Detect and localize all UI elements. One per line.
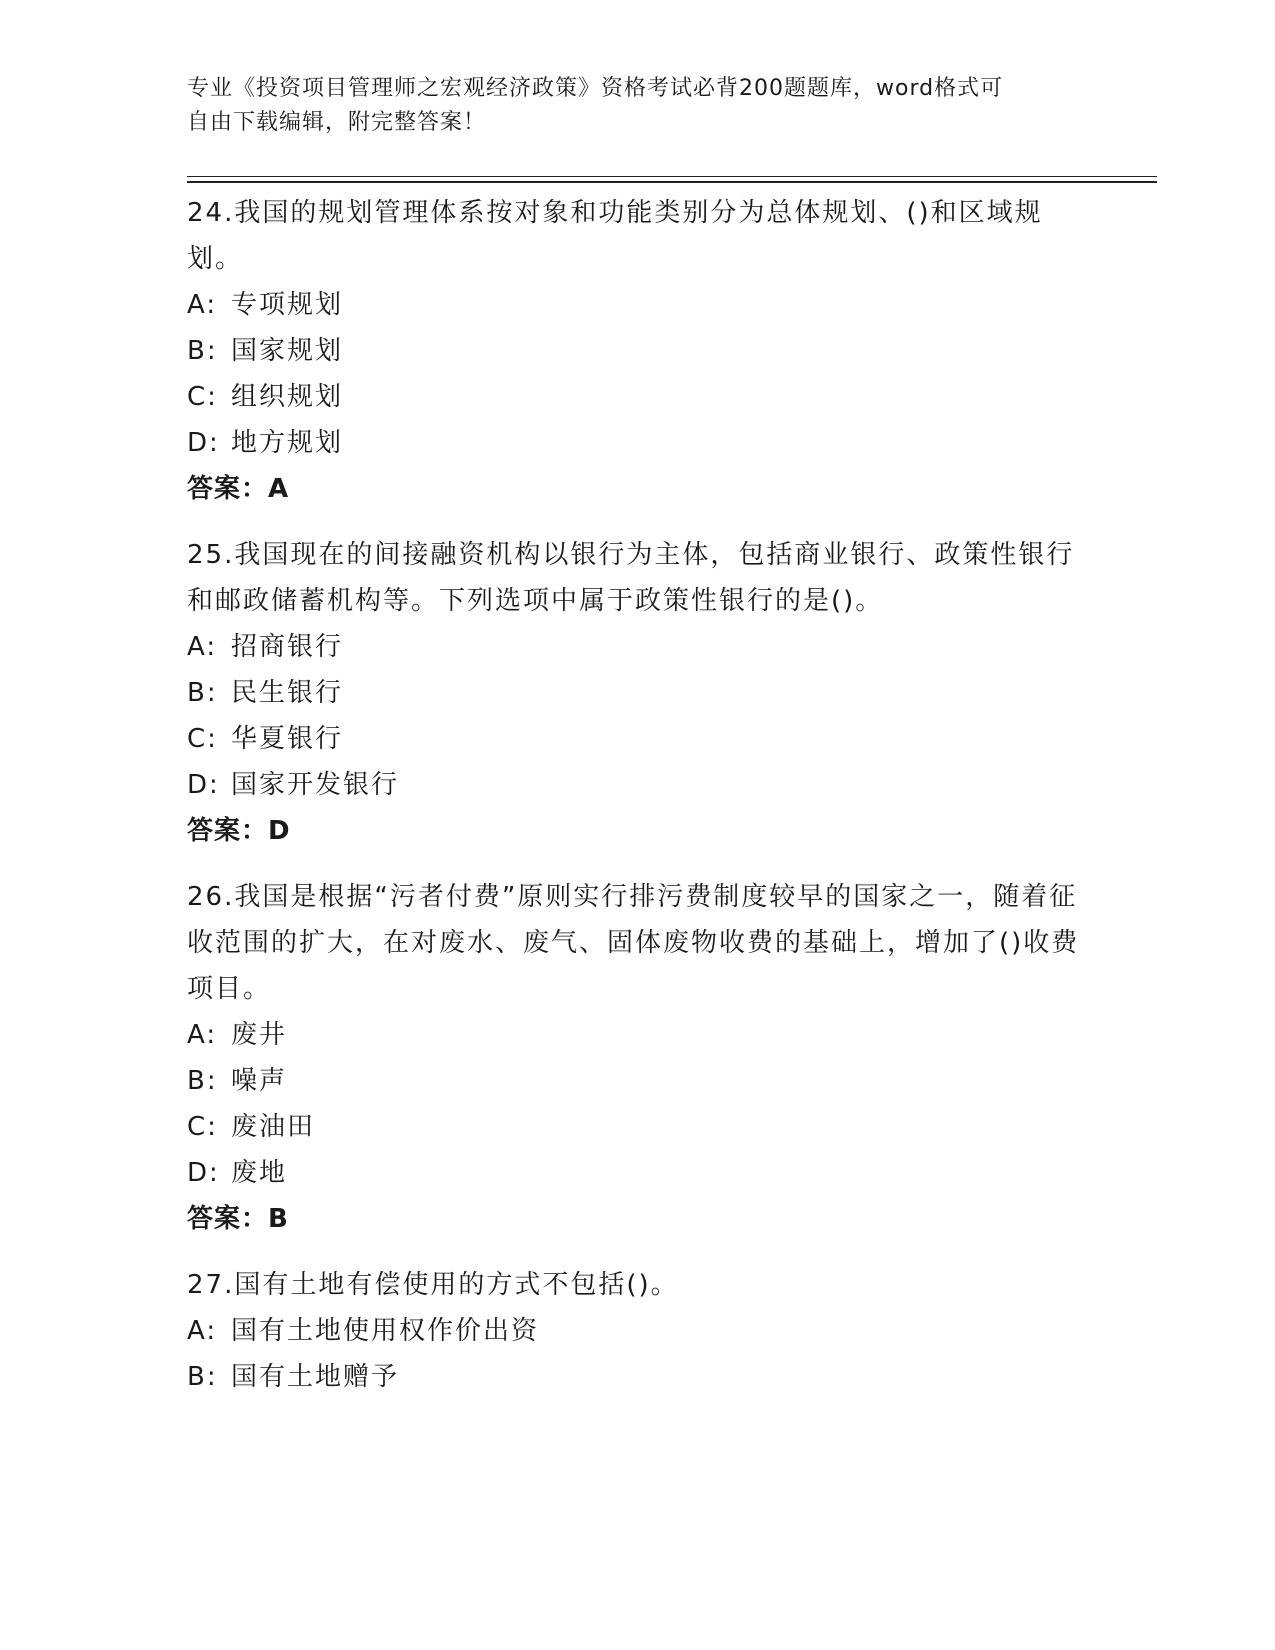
question-text: 我国是根据“污者付费”原则实行排污费制度较早的国家之一，随着征收范围的扩大，在对废水、废气、固体废物收费的基础上，增加了()收费项目。 bbox=[187, 882, 1080, 1004]
option-d bbox=[187, 420, 1087, 466]
option-letter: A: bbox=[187, 632, 218, 662]
option-letter: A: bbox=[187, 1020, 218, 1050]
option-d bbox=[187, 762, 1087, 808]
option-text: 噪声 bbox=[231, 1066, 288, 1096]
option-text: 废井 bbox=[231, 1020, 288, 1050]
option-letter: C: bbox=[187, 382, 218, 412]
question-stem bbox=[187, 1262, 1087, 1308]
answer-line: 答案：B bbox=[187, 1204, 289, 1234]
option-text: 国有土地使用权作价出资 bbox=[231, 1316, 540, 1346]
header-line-2: 自由下载编辑，附完整答案！ bbox=[187, 110, 487, 135]
option-text: 专项规划 bbox=[231, 290, 344, 320]
option-b bbox=[187, 670, 1087, 716]
header-rule-thin bbox=[187, 176, 1157, 177]
option-c bbox=[187, 1104, 1087, 1150]
option-a bbox=[187, 1308, 1087, 1354]
question-number: 27. bbox=[187, 1270, 235, 1300]
option-text: 国家开发银行 bbox=[231, 770, 400, 800]
header-line-1: 专业《投资项目管理师之宏观经济政策》资格考试必背200题题库，word格式可 bbox=[187, 76, 1004, 101]
question-number: 26. bbox=[187, 882, 235, 912]
option-letter: B: bbox=[187, 1066, 218, 1096]
option-text: 废地 bbox=[231, 1158, 288, 1188]
question-24 bbox=[187, 190, 1087, 512]
option-a bbox=[187, 624, 1087, 670]
option-letter: D: bbox=[187, 1158, 220, 1188]
document-header bbox=[187, 72, 1077, 140]
question-number: 24. bbox=[187, 198, 235, 228]
option-b bbox=[187, 1058, 1087, 1104]
option-b bbox=[187, 1354, 1087, 1400]
question-stem bbox=[187, 874, 1087, 1012]
option-d bbox=[187, 1150, 1087, 1196]
option-b bbox=[187, 328, 1087, 374]
option-letter: B: bbox=[187, 336, 218, 366]
option-letter: C: bbox=[187, 724, 218, 754]
question-27 bbox=[187, 1262, 1087, 1400]
option-letter: B: bbox=[187, 1362, 218, 1392]
option-text: 民生银行 bbox=[231, 678, 344, 708]
option-text: 国有土地赠予 bbox=[231, 1362, 400, 1392]
question-text: 我国现在的间接融资机构以银行为主体，包括商业银行、政策性银行和邮政储蓄机构等。下列选项中属于政策性银行的是()。 bbox=[187, 540, 1075, 616]
option-text: 地方规划 bbox=[231, 428, 344, 458]
answer-line: 答案：D bbox=[187, 816, 291, 846]
question-25 bbox=[187, 532, 1087, 854]
question-stem bbox=[187, 190, 1087, 282]
option-a bbox=[187, 1012, 1087, 1058]
option-text: 废油田 bbox=[231, 1112, 316, 1142]
option-text: 华夏银行 bbox=[231, 724, 344, 754]
option-text: 组织规划 bbox=[231, 382, 344, 412]
option-letter: B: bbox=[187, 678, 218, 708]
option-text: 招商银行 bbox=[231, 632, 344, 662]
question-text: 我国的规划管理体系按对象和功能类别分为总体规划、()和区域规划。 bbox=[187, 198, 1043, 274]
question-number: 25. bbox=[187, 540, 235, 570]
question-stem bbox=[187, 532, 1087, 624]
option-letter: D: bbox=[187, 770, 220, 800]
header-rule-thick bbox=[187, 181, 1157, 183]
question-text: 国有土地有偿使用的方式不包括()。 bbox=[234, 1270, 679, 1300]
option-c bbox=[187, 716, 1087, 762]
question-list bbox=[187, 190, 1087, 1420]
option-letter: A: bbox=[187, 290, 218, 320]
option-letter: A: bbox=[187, 1316, 218, 1346]
question-26 bbox=[187, 874, 1087, 1242]
option-c bbox=[187, 374, 1087, 420]
option-letter: D: bbox=[187, 428, 220, 458]
answer-line: 答案：A bbox=[187, 474, 290, 504]
option-text: 国家规划 bbox=[231, 336, 344, 366]
option-a bbox=[187, 282, 1087, 328]
option-letter: C: bbox=[187, 1112, 218, 1142]
